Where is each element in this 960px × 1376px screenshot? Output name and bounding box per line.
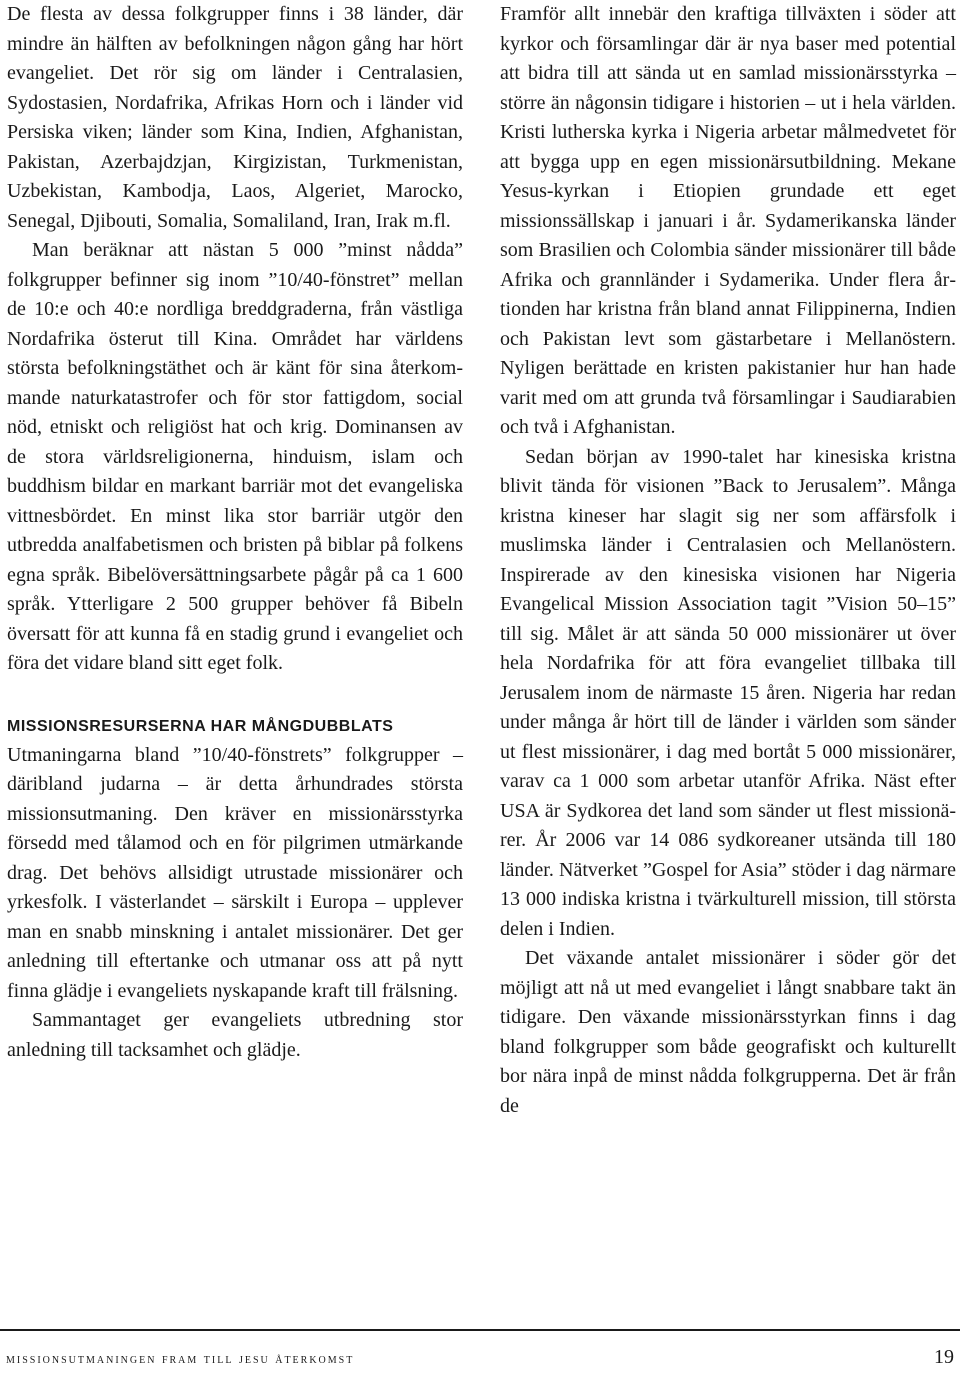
left-column — [7, 0, 463, 1065]
paragraph: Man beräknar att nästan 5 000 ”minst nådda” folkgrupper befinner sig inom ”10/40-fönstret” mellan de 10:e och 40:e nordliga breddgraderna, från västliga Nordafrika österut till Kina. Området har världens största befolkningstäthet och är känt för sina återkommande naturkatastrofer och för stor fattigdom, social nöd, etniskt och religiöst hat och krig. Dominansen av de stora världsreligionerna, hinduism, islam och buddhism bildar en markant barriär mot det evangeliska vittnesbördet. En minst lika stor barriär utgör den utbredda analfabetismen och bristen på biblar på folkens egna språk. Bibelöversättningsarbete pågår på ca 1 600 språk. Ytterligare 2 500 grupper behöver få Bibeln översatt för att kunna få en stadig grund i evangeliet och föra det vidare bland sitt eget folk. — [7, 239, 463, 674]
paragraph: Sammantaget ger evangeliets utbredning stor anledning till tacksamhet och glädje. — [7, 1009, 463, 1061]
right-column — [500, 0, 956, 1121]
paragraph: Sedan början av 1990-talet har kinesiska kristna blivit tända för visionen ”Back to Jerusalem”. Många kristna kineser har slagit sig ner som affärsfolk i muslimska länder i Centralasien och Mellanöstern. Inspirerade av den kinesiska visionen har Nigeria Evangelical Mission Association tagit ”Vision 50–15” till sig. Målet är att sända 50 000 missionärer ut över hela Nordafrika för att föra evangeliet tillbaka till Jerusalem inom de närmaste 15 åren. Nigeria har redan under många år hört till de länder i världen som sänder ut flest missionärer, i dag med bortåt 5 000 missionärer, varav ca 1 000 som arbetar utanför Afrika. Näst efter USA är Sydkorea det land som sänder ut flest missionärer. År 2006 var 14 086 sydkoreaner utsända till 180 länder. Nätverket ”Gospel for Asia” stöder i dag närmare 13 000 indiska kristna i tvärkulturell mission, till största delen i Indien. — [500, 445, 956, 940]
page-number: 19 — [934, 1346, 954, 1368]
paragraph: Det växande antalet missionärer i söder gör det möjligt att nå ut med evangeliet i långt snabbare takt än tidigare. Den växande missionärsstyrkan finns i dag bland folkgrupper som både geografiskt och kulturellt bor nära inpå de minst nådda folkgrupperna. Det är från de — [500, 947, 956, 1117]
paragraph: De flesta av dessa folkgrupper finns i 38 länder, där mindre än hälften av befolkningen någon gång har hört evangeliet. Det rör sig om länder i Centralasien, Sydostasien, Nordafrika, Afrikas Horn och i länder vid Persiska viken; länder som Kina, Indien, Afghanistan, Pakistan, Azerbajdzjan, Kirgizistan, Turkmenistan, Uzbekistan, Kambodja, Laos, Algeriet, Marocko, Senegal, Djibouti, Somalia, Somaliland, Iran, Irak m.fl. — [7, 3, 463, 232]
footer-rule — [0, 1329, 960, 1331]
paragraph: Utmaningarna bland ”10/40-fönstrets” folkgrupper – däribland judarna – är detta århundrades största missionsutmaning. Den kräver en missionärsstyrka försedd med tålamod och en för pilgrimen utmärkande drag. Det behövs allsidigt utrustade missionärer och yrkesfolk. I västerlandet – särskilt i Europa – upplever man en snabb minskning i antalet missionärer. Det ger anledning till eftertanke och utmanar oss att på nytt finna glädje i evangeliets nyskapande kraft till frälsning. — [7, 743, 463, 1002]
paragraph: Framför allt innebär den kraftiga tillväxten i söder att kyrkor och församlingar där är nya baser med potential att bidra till att sända ut en samlad missionärsstyrka – större än någonsin tidigare i historien – ut i hela världen. Kristi lutherska kyrka i Nigeria arbetar målmedvetet för att bygga upp en egen missionärsutbildning. Mekane Yesus-kyrkan i Etiopien grundade ett eget missionssällskap i januari i år. Sydamerikanska länder som Brasilien och Colombia sänder missionärer till både Afrika och grannländer i Sydamerika. Under flera årtionden har kristna från bland annat Filippinerna, Indien och Pakistan levt som gästarbetare i Mellanöstern. Nyligen berättade en kristen pakistanier hur han hade varit med om att grunda två församlingar i Saudiarabien och två i Afghanistan. — [500, 3, 956, 438]
section-heading: MISSIONSRESURSERNA HAR MÅNGDUBBLATS — [7, 717, 394, 735]
running-footer-title: missionsutmaningen fram till jesu återkomst — [6, 1352, 355, 1367]
